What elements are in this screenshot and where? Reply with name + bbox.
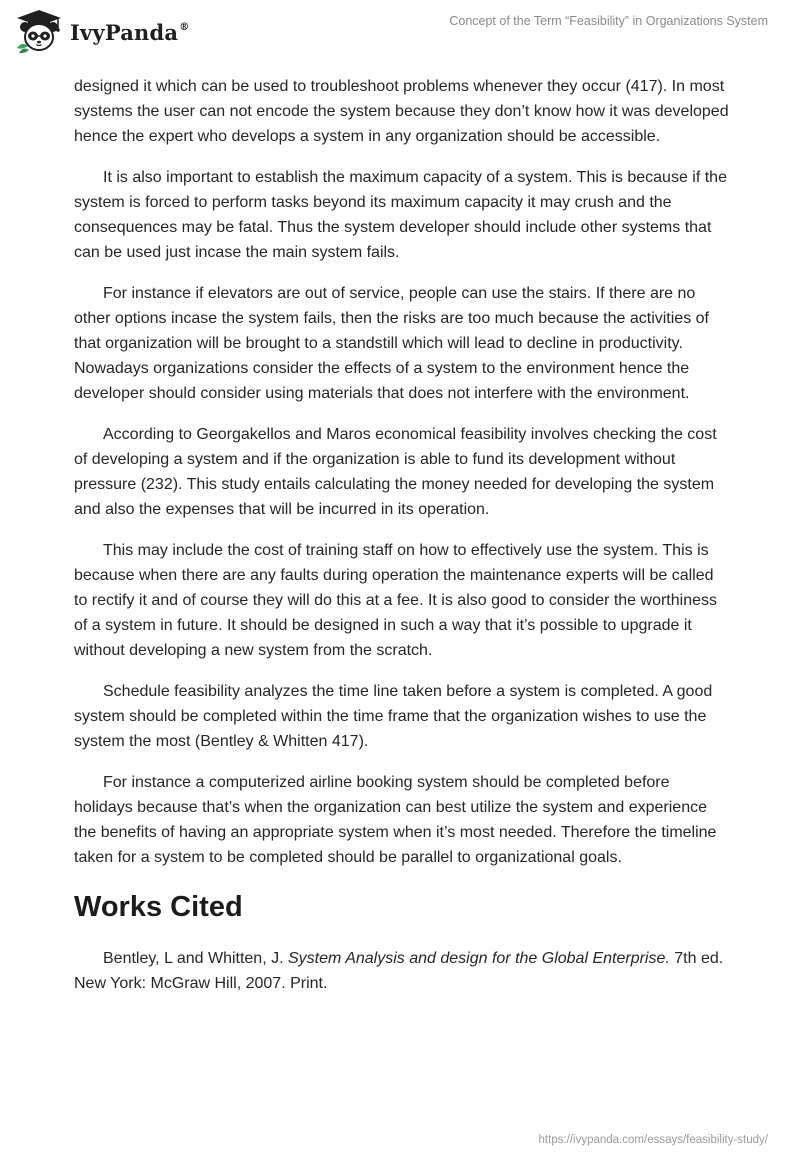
brand-name: IvyPanda® [70,19,190,45]
paragraph: designed it which can be used to troubleshoot problems whenever they occur (417). In most systems the user can not encode the system because they don’t know how it was developed hence the expert who develops a system in any organization should be accessible. [74,78,729,145]
paragraph: According to Georgakellos and Maros economical feasibility involves checking the cost of developing a system and if the organization is able to fund its development without pressure (232). This study entails calculating the money needed for developing the system and also the expenses that will be incurred in its operation. [74,426,717,518]
ivypanda-logo[interactable] [14,8,189,54]
paragraph: For instance if elevators are out of service, people can use the stairs. If there are no other options incase the system fails, then the risks are too much because the activities of that organization will be brought to a standstill which will lead to decline in productivity. Nowadays organizations consider the effects of a system to the environment hence the developer should consider using materials that does not interfere with the environment. [74,285,709,402]
works-cited-heading: Works Cited [74,891,243,923]
citation-details: 7th ed. New York: McGraw Hill, 2007. Print. [74,950,724,992]
citation-title: System Analysis and design for the Global Enterprise. [288,950,670,967]
essay-content [74,74,730,996]
paragraph: Schedule feasibility analyzes the time line taken before a system is completed. A good system should be completed within the time frame that the organization wishes to use the system the most (Bentley & Whitten 417). [74,683,713,750]
document-title: Concept of the Term “Feasibility” in Organizations System [449,14,768,28]
page-header [0,0,800,62]
paragraph: It is also important to establish the maximum capacity of a system. This is because if the system is forced to perform tasks beyond its maximum capacity it may crush and the consequences may be fatal. Thus the system developer should include other systems that can be used just incase the main system fails. [74,169,727,261]
citation-entry [74,946,730,996]
citation-authors: Bentley, L and Whitten, J. [103,950,284,967]
paragraph: For instance a computerized airline booking system should be completed before holidays because that’s when the organization can best utilize the system and experience the benefits of having an appropriate system when it’s most needed. Therefore the timeline taken for a system to be completed should be parallel to organizational goals. [74,774,717,866]
source-url[interactable]: https://ivypanda.com/essays/feasibility-study/ [538,1134,768,1146]
panda-graduate-icon [14,8,64,54]
paragraph: This may include the cost of training staff on how to effectively use the system. This is because when there are any faults during operation the maintenance experts will be called to rectify it and of course they will do this at a fee. It is also good to consider the worthiness of a system in future. It should be designed in such a way that it’s possible to upgrade it without developing a new system from the scratch. [74,542,717,659]
